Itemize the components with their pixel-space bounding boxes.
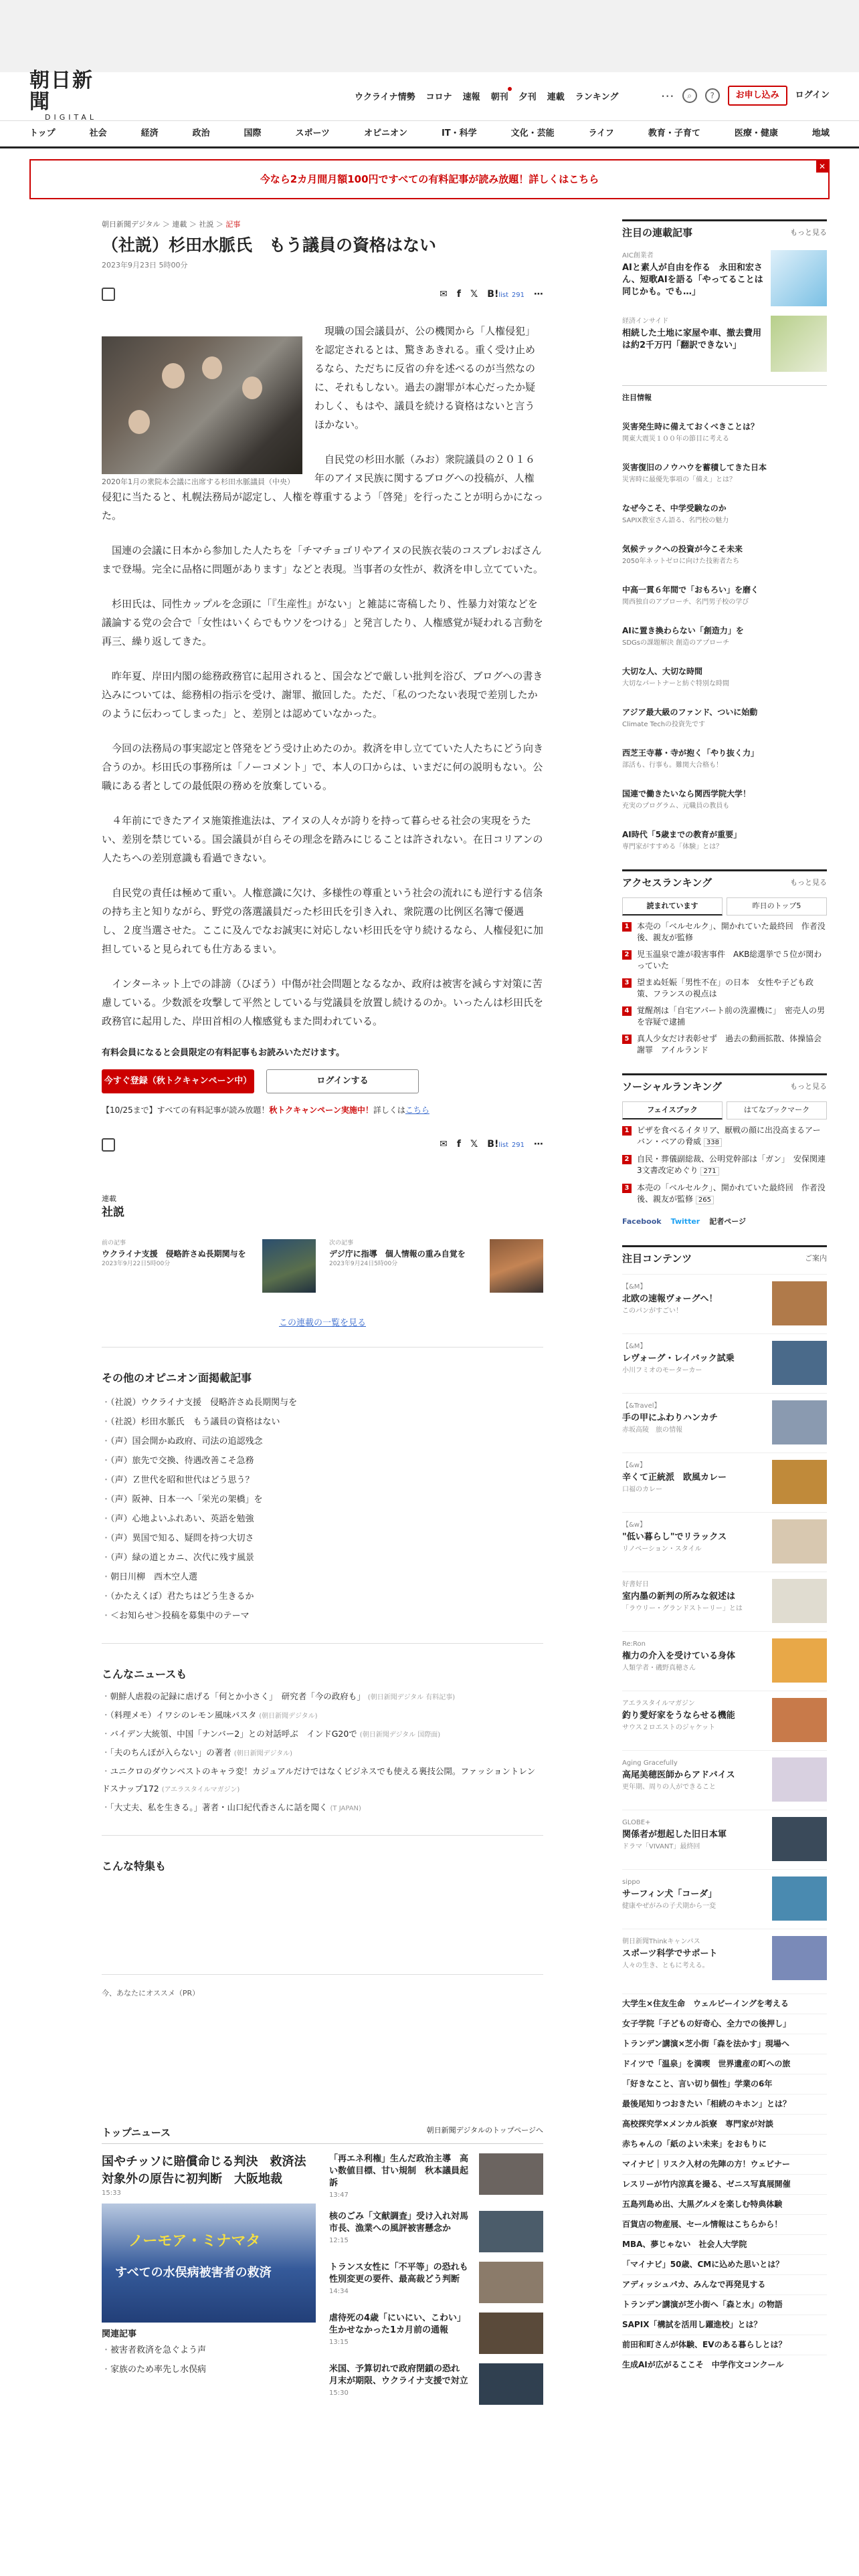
series-item[interactable]: AIC創業者 AIと素人が自由を作る 永田和宏さん、短歌AIを語る「やってることは同じかも。でも…」 [622, 250, 827, 306]
crumb-series[interactable]: 連載 [172, 220, 187, 229]
sns-links [622, 1216, 827, 1228]
ranking-item[interactable]: 2 自民・葬儀副総裁、公明党幹部は「ガン」 安保関連3文書改定めぐり 271 [622, 1154, 827, 1177]
social-title: ソーシャルランキング [622, 1081, 722, 1093]
paragraph-5: 昨年夏、岸田内閣の総務政務官に起用されると、国会などで厳しい批判を浴び、ブログへの書き込みについては、総務相の指示を受け、謝罪、撤回した。ただ、「私のつたない表現で差別したかのように伝わってしまった」と、差別とは認めていなかった。 [102, 670, 543, 720]
share-buttons [440, 288, 543, 302]
login-button[interactable]: ログインする [266, 1069, 419, 1093]
list-item[interactable]: ・ （声）旅先で交換、待遇改善こそ急務 [102, 1451, 543, 1471]
facebook-icon[interactable]: f [456, 288, 461, 300]
opinion-list [102, 1393, 543, 1626]
hatena-count[interactable]: 291 [511, 291, 524, 299]
article-body [102, 322, 543, 1031]
print-icon[interactable] [102, 1138, 115, 1152]
campaign-text: 今なら2カ月間月額100円ですべての有料記事が読み放題！詳しくはこちら [260, 173, 599, 185]
pr-item[interactable]: 中高一貫６年間で「おもろい」を磨く 関西独自のアプローチ、名門男子校の学び [622, 585, 759, 606]
genre-nav [0, 120, 859, 148]
list-item[interactable]: ドイツで「温泉」を満喫 世界遺産の町への旅 [622, 2054, 827, 2074]
gnav-culture[interactable]: 文化・芸能 [510, 128, 555, 139]
pr-item[interactable]: 国連で働きたいなら関西学院大学！ 充実のプログラム、元職員の教員も [622, 789, 751, 810]
list-item[interactable]: ・ （かたえくぼ）君たちはどう生きるか [102, 1587, 543, 1606]
top-ad-space [0, 0, 859, 72]
gnav-life[interactable]: ライフ [588, 128, 614, 139]
gnav-opinion[interactable]: オピニオン [363, 128, 407, 139]
crumb-editorial[interactable]: 社説 [199, 220, 214, 229]
ranking-item[interactable]: 3 望まぬ妊娠「男性不在」の日本 女性や子ども政策、フランスの視点は [622, 977, 827, 1000]
contents-title: 注目コンテンツ [622, 1252, 692, 1265]
article-title: （社説）杉田水脈氏 もう議員の資格はない [102, 235, 437, 255]
series-list-link[interactable]: この連載の一覧を見る [278, 1317, 366, 1328]
next-title: デジ庁に指導 個人情報の重み自覚を [329, 1249, 466, 1259]
content-item[interactable]: 【&M】 北欧の速報ヴォーグへ！ このパンがすごい！ [622, 1274, 827, 1325]
article-date: 2023年9月23日 5時00分 [102, 260, 188, 270]
article-column [102, 219, 543, 2000]
list-item[interactable]: SAPIX「構試を活用し躍進校」とは？ [622, 2315, 827, 2335]
ranking-item[interactable]: 4 覚醒剤は「自宅アパート前の洗濯機に」 密売人の男を容疑で逮捕 [622, 1005, 827, 1028]
gnav-economy[interactable]: 経済 [140, 128, 159, 139]
tab-hatena[interactable]: はてなブックマーク [727, 1101, 827, 1120]
special-area [102, 1874, 543, 1975]
promo-campaign: 秋トクキャンペーン実施中！ [269, 1105, 373, 1115]
pr-item[interactable]: 災害復旧のノウハウを蓄積してきた日本 災害時に最優先事項の「備え」とは？ [622, 463, 767, 484]
article-photo[interactable] [102, 336, 302, 488]
gnav-region[interactable]: 地域 [812, 128, 830, 139]
pr-item[interactable]: アジア最大級のファンド、ついに始動 Climate Techの投資先です [622, 708, 758, 728]
breadcrumb: 朝日新聞デジタル ＞ 連載 ＞ 社説 ＞ 記事 [102, 220, 241, 229]
prev-thumbnail [262, 1239, 316, 1293]
related-list [102, 2341, 316, 2379]
lead-headline[interactable]: 国やチッソに賠償命じる判決 救済法対象外の原告に初判断 大阪地裁 [102, 2154, 306, 2186]
ranking-item[interactable]: 1 ピザを食べるイタリア、厭戦の顔に出没高まるアーバン・ベアの脅威 338 [622, 1125, 827, 1148]
tab-yesterday[interactable]: 昨日のトップ5 [727, 897, 827, 916]
gnav-politics[interactable]: 政治 [192, 128, 210, 139]
gnav-it[interactable]: IT・科学 [441, 128, 477, 139]
list-item[interactable]: ・ ユニクロのダウンベストのキャラ変！カジュアルだけではなくビジネスでも使える裏技公開。ファッショントレンドスナップ172 (アエラスタイルマガジン) [102, 1763, 543, 1799]
photo-banner-text-2: すべての水俣病被害者の救済 [115, 2265, 272, 2280]
more-link[interactable]: もっと見る [790, 1082, 827, 1091]
mail-icon[interactable]: ✉ [440, 1139, 448, 1150]
list-item[interactable]: MBA、夢じゃない 社会人大学院 [622, 2234, 827, 2254]
paragraph-7: ４年前にできたアイヌ施策推進法は、アイヌの人々が誇りを持って暮らせる社会の実現をうたい、差別を禁じている。国会議員が自らその理念を踏みにじることは許されない。在日コリアンの人たちへの差別意識も看過できない。 [102, 815, 543, 864]
content-item[interactable]: 朝日新聞Thinkキャンパス スポーツ科学でサポート 人々の生き、ともに考える。 [622, 1929, 827, 1980]
gnav-sports[interactable]: スポーツ [295, 128, 330, 139]
tab-facebook[interactable]: フェイスブック [622, 1101, 723, 1120]
news-item[interactable]: 虐待死の4歳「にいにい、こわい」 生かせなかった1カ月前の通報 13:15 [329, 2313, 543, 2354]
promo-link[interactable]: こちら [405, 1105, 430, 1115]
list-item[interactable]: レスリーが竹内涼真を撮る、ゼニス写真展開催 [622, 2174, 827, 2194]
pr-item[interactable]: 西芝王寺幕・寺が抱く「やり抜く力」 部活も、行事も。難関大合格も！ [622, 748, 759, 769]
photo-banner-text: ノーモア・ミナマタ [128, 2232, 261, 2250]
new-dot [508, 87, 512, 91]
twitter-icon[interactable]: 𝕏 [470, 288, 478, 300]
mail-icon[interactable]: ✉ [440, 288, 448, 300]
logo-jp: 朝日新聞 [29, 69, 94, 114]
list-item[interactable]: ・ （声）異国で知る、疑問を持つ大切さ [102, 1529, 543, 1548]
photo-caption: 2020年1月の衆院本会議に出席する杉田水脈議員（中央） [102, 477, 294, 486]
gnav-international[interactable]: 国際 [244, 128, 262, 139]
nav-ukraine[interactable]: ウクライナ情勢 [355, 92, 415, 102]
members-note: 有料会員になると会員限定の有料記事もお読みいただけます。 [102, 1048, 345, 1058]
article-tools [102, 283, 543, 306]
hatena-list[interactable]: list [498, 291, 509, 299]
top-news [102, 2125, 543, 2405]
nav-breaking[interactable]: 速報 [462, 92, 480, 102]
paragraph-6: 今回の法務局の事実認定と啓発をどう受け止めたのか。救済を申し立てていた人たちにどう向き合うのか。杉田氏の事務所は「ノーコメント」で、本人の口からは、いまだに何の説明もない。公職にある者としての最低限の務めを放棄している。 [102, 742, 544, 792]
pr-item[interactable]: 大切な人、大切な時間 大切なパートナーと紡ぐ特別な時間 [622, 667, 729, 687]
list-item[interactable]: 最後尾知りつおきたい「相続のキホン」とは？ [622, 2094, 827, 2114]
top-news-header [102, 2125, 543, 2144]
content-item[interactable]: 【&M】 レヴォーグ・レイバック試乗 小川フミオのモーターカー [622, 1333, 827, 1385]
list-item[interactable]: 生成AIが広がるここそ 中学作文コンクール [622, 2355, 827, 2375]
list-item[interactable]: トランデン講演×芝小街「森を法かす」現場へ [622, 2034, 827, 2054]
pr-item[interactable]: なぜ今こそ、中学受験なのか SAPIX教室さん語る、名門校の魅力 [622, 504, 729, 524]
article-tools-bottom [102, 1134, 543, 1156]
subscribe-button[interactable]: お申し込み [728, 86, 787, 106]
ranking-item[interactable]: 3 本売の「ベルセルク」、開かれていた最終回 作者没後、親友が監修 265 [622, 1182, 827, 1206]
content-item[interactable]: GLOBE+ 関係者が想起した旧日本軍 ドラマ「VIVANT」最終回 [622, 1810, 827, 1861]
crumb-article: 記事 [225, 220, 241, 229]
more-link[interactable]: もっと見る [790, 878, 827, 887]
lead-photo[interactable] [102, 2204, 316, 2323]
likenews-list [102, 1688, 543, 1818]
nav-morning[interactable]: 朝刊 [491, 91, 508, 104]
header-nav [355, 91, 618, 104]
content-item[interactable]: Re:Ron 権力の介入を受けている身体 人類学者・磯野真穂さん [622, 1631, 827, 1683]
list-item[interactable]: 高校探究学×メンカル浜寮 専門家が対談 [622, 2114, 827, 2134]
list-item[interactable]: トランデン講演が芝小街へ「森と水」の物語 [622, 2294, 827, 2315]
content-item[interactable]: Aging Gracefully 高尾美穂医師からアドバイス 更年期、周りの人ができること [622, 1750, 827, 1802]
content-item[interactable]: アエラスタイルマガジン 釣り愛好家をうならせる機能 サウス２ロエストのジャケット [622, 1691, 827, 1742]
featured-contents [622, 1245, 827, 1981]
list-item[interactable]: ・ （料理メモ）イワシのレモン風味パスタ (朝日新聞デジタル) [102, 1707, 543, 1725]
twitter-icon[interactable]: 𝕏 [470, 1139, 478, 1150]
hatena-count[interactable]: 291 [511, 1142, 524, 1149]
prev-article[interactable]: 前の記事 ウクライナ支援 侵略許さぬ長期関与を 2023年9月22日5時00分 [102, 1239, 316, 1293]
content-item[interactable]: 【&w】 "低い暮らし"でリラックス リノベーション・スタイル [622, 1512, 827, 1564]
gnav-top[interactable]: トップ [29, 128, 56, 139]
promo-detail: 詳しくは [373, 1105, 405, 1115]
reco-label: 今、あなたにオススメ（PR） [102, 1989, 200, 1998]
list-item[interactable]: ・ （声）阪神、日本一へ「栄光の架橋」を [102, 1490, 543, 1509]
more-icon[interactable]: ⋯ [534, 1139, 543, 1150]
logo-en: DIGITAL [44, 113, 97, 122]
content-item[interactable]: 好書好日 室内墨の新判の所みな叙述は 「ラウリー・グランドストーリー」とは [622, 1572, 827, 1623]
top-page-link[interactable]: 朝日新聞デジタルのトップページへ [426, 2126, 543, 2135]
facebook-icon[interactable]: f [456, 1139, 461, 1150]
list-item[interactable]: ・ （声）心地よいふれあい、英語を勉強 [102, 1509, 543, 1529]
list-item[interactable]: ・ （声）Ｚ世代を昭和世代はどう思う？ [102, 1471, 543, 1490]
list-item[interactable]: ・ （社説）ウクライナ支援 侵略許さぬ長期関与を [102, 1393, 543, 1412]
paragraph-9: インターネット上での誹謗（ひぼう）中傷が社会問題となるなか、政府は被害を減らす対策に苦慮している。少数派を攻撃して平然としている与党議員を放置し続けるのか。いったんは杉田氏を政務官に起用した、岸田首相の人権感覚もまた問われている。 [102, 978, 544, 1027]
pr-item[interactable]: 気候テックへの投資が今こそ未来 2050年ネットゼロに向けた技術者たち [622, 544, 743, 565]
menu-icon[interactable]: ⋯ [660, 88, 674, 104]
hatena-list[interactable]: list [498, 1142, 509, 1149]
content-item[interactable]: sippo サーフィン犬「コーダ」 健康やぜがみの子犬期から一変 [622, 1869, 827, 1921]
series-box-title: 注目の連載記事 [622, 227, 693, 239]
pr-item[interactable]: AI時代「5歳までの教育が重要」 専門家がすすめる「体験」とは？ [622, 830, 742, 851]
hatena-icon[interactable]: B!list 291 [487, 288, 524, 300]
list-item[interactable]: 大学生×住友生命 ウェルビーイングを考える [622, 1994, 827, 2014]
series-nav [102, 1239, 543, 1293]
guide-link[interactable]: ご案内 [805, 1253, 827, 1263]
list-item[interactable]: ・ （声）緑の道とカニ、次代に残す風景 [102, 1548, 543, 1568]
more-link[interactable]: もっと見る [790, 228, 827, 237]
list-item[interactable]: ・ 被害者救済を急ぐよう声 [102, 2341, 316, 2360]
nav-series[interactable]: 連載 [547, 92, 565, 102]
social-ranking [622, 1073, 827, 1228]
twitter-link[interactable]: Twitter [670, 1217, 700, 1226]
register-button[interactable]: 今すぐ登録（秋トクキャンペーン中） [102, 1069, 254, 1093]
ranking-item[interactable]: 5 真人少女だけ表彰せず 過去の動画拡散、体操協会謝罪 アイルランド [622, 1033, 827, 1056]
news-item[interactable]: 「再エネ利権」生んだ政治主導 高い数値目標、甘い規制 秋本議員起訴 13:47 [329, 2153, 543, 2202]
cta-buttons [102, 1069, 543, 1093]
promo-line [102, 1104, 543, 1116]
gnav-society[interactable]: 社会 [89, 128, 107, 139]
help-icon[interactable]: ? [705, 88, 720, 103]
paragraph-2: 自民党の杉田水脈（みお）衆院議員の２０１６年のアイヌ民族に関するブログへの投稿が、人権侵犯に当たると、札幌法務局が認定し、人権を尊重するよう「啓発」を行ったことが明らかになった。 [102, 453, 544, 522]
crumb-home[interactable]: 朝日新聞デジタル [102, 220, 161, 229]
nav-corona[interactable]: コロナ [425, 92, 452, 102]
top-news-title: トップニュース [102, 2127, 171, 2139]
news-item[interactable]: 核のごみ「文献調査」受け入れ対馬市長、漁業への風評被害懸念か 12:15 [329, 2211, 543, 2252]
list-item[interactable]: ・ ＜お知らせ＞投稿を募集中のテーマ [102, 1606, 543, 1626]
share-buttons [440, 1138, 543, 1152]
news-item[interactable]: 米国、予算切れで政府閉鎖の恐れ 月末が期限、ウクライナ支援で対立 15:30 [329, 2363, 543, 2405]
list-item[interactable]: 百貨店の物産展、セール情報はこちらから！ [622, 2214, 827, 2234]
close-icon[interactable]: ✕ [816, 160, 828, 173]
list-item[interactable]: 女子学院「子どもの好奇心、全力での後押し」 [622, 2014, 827, 2034]
news-item[interactable]: トランス女性に「不平等」の恐れも 性別変更の要件、最高裁どう判断 14:34 [329, 2262, 543, 2303]
related-heading: 関連記事 [102, 2329, 137, 2339]
content-item[interactable]: 【&w】 辛くて正統派 欧風カレー 口福のカレー [622, 1453, 827, 1504]
list-item[interactable]: 五島列島め出、大黒グルメを楽しむ特典体験 [622, 2194, 827, 2214]
content-item[interactable]: 【&Travel】 手の甲にふわりハンカチ 赤坂高陵 旅の情報 [622, 1393, 827, 1444]
lead-time: 15:33 [102, 2189, 121, 2197]
ranking-item[interactable]: 1 本売の「ベルセルク」、開かれていた最終回 作者没後、親友が監修 [622, 921, 827, 944]
series-box [622, 219, 827, 372]
list-item[interactable]: ・ （声）国会開かぬ政府、司法の追認残念 [102, 1432, 543, 1451]
list-item[interactable]: 前田和町さんが体験、EVのある暮らしとは？ [622, 2335, 827, 2355]
header-tools [661, 86, 830, 106]
paragraph-4: 杉田氏は、同性カップルを念頭に「『生産性』がない」と雑誌に寄稿したり、性暴力対策などを議論する党の会合で「女性はいくらでもウソをつける」と発言したり、人権感覚が疑われる言動を再三、繰り返してきた。 [102, 598, 543, 647]
ranking-title: アクセスランキング [622, 877, 712, 889]
next-article[interactable]: 次の記事 デジ庁に指導 個人情報の重み自覚を 2023年9月24日5時00分 [329, 1239, 543, 1293]
list-item[interactable]: マイナビ｜リスク入材の先陣の方！ウェビナー [622, 2154, 827, 2174]
paragraph-1: 現職の国会議員が、公の機関から「人権侵犯」を認定されるとは、驚きあきれる。重く受け止めるなら、ただちに反省の弁を述べるのが当然なのに、それもしない。過去の謝罪が本心だったか疑わしく、もはや、議員を続ける資格はないと言うほかない。 [314, 325, 536, 431]
series-item[interactable]: 経済インサイド 相続した土地に家屋や車、撤去費用は約2千万円「翻訳できない」 [622, 316, 827, 372]
print-icon[interactable] [102, 288, 115, 301]
paragraph-3: 国連の会議に日本から参加した人たちを「チマチョゴリやアイヌの民族衣装のコスプレおばさんまで登場。完全に品格に問題があります」などと表現。当事者の女性が、救済を申し立てていた。 [102, 544, 544, 575]
list-item[interactable]: ・ 朝日川柳 西木空人選 [102, 1568, 543, 1587]
more-icon[interactable]: ⋯ [534, 288, 543, 300]
promo-text: 【10/25まで】すべての有料記事が読み放題！ [102, 1105, 270, 1115]
list-item[interactable]: ・ （社説）杉田水脈氏 もう議員の資格はない [102, 1412, 543, 1432]
hatena-icon[interactable]: B!list 291 [487, 1139, 524, 1150]
opinion-heading: その他のオピニオン面掲載記事 [102, 1347, 543, 1386]
series-label: 連載 [102, 1194, 116, 1203]
gnav-education[interactable]: 教育・子育て [648, 128, 700, 139]
photo-image [102, 336, 302, 474]
list-item[interactable]: ・ 家族のため率先し水俣病 [102, 2360, 316, 2379]
pr-item[interactable]: AIに置き換わらない「創造力」を SDGsの課題解決 創造のアプローチ [622, 626, 744, 647]
site-header [0, 69, 859, 122]
ranking-item[interactable]: 2 児玉温泉で誰が殺害事件 AKB総選挙で５位が関わっていた [622, 949, 827, 972]
facebook-link[interactable]: Facebook [622, 1217, 662, 1226]
promo-links [622, 1994, 827, 2375]
list-item[interactable]: 「マイナビ」50歳、CMに込めた思いとは？ [622, 2254, 827, 2274]
list-item[interactable]: ・ 「大丈夫、私を生きる。」著者・山口紀代香さんに話を聞く (T JAPAN) [102, 1799, 543, 1818]
list-item[interactable]: ・ 朝鮮人虐殺の記録に虐げる「何とか小さく」 研究者「今の政府も」 (朝日新聞デジタル 有料記事) [102, 1688, 543, 1707]
right-sidebar [622, 219, 827, 2375]
series-name[interactable]: 社説 [102, 1206, 124, 1219]
access-ranking [622, 869, 827, 1056]
main-area [0, 199, 859, 2397]
tab-read[interactable]: 読まれています [622, 897, 723, 916]
pr-label: 注目情報 [622, 393, 652, 402]
reporter-link[interactable]: 記者ページ [709, 1217, 746, 1226]
asahi-logo[interactable] [29, 70, 112, 122]
special-heading: こんな特集も [102, 1835, 543, 1874]
paragraph-8: 自民党の責任は極めて重い。人権意識に欠け、多様性の尊重という社会の流れにも逆行する信条の持ち主と知りながら、野党の落選議員だった杉田氏を引き入れ、衆院選の比例区名簿で優遇し、２度当選させた。ここに及んでなお誠実に対応しない杉田氏を守り続けるなら、人権侵犯に加担していると見られても仕方あるまい。 [102, 887, 544, 955]
list-item[interactable]: 赤ちゃんの「紙のよい未来」をおもりに [622, 2134, 827, 2154]
social-list [622, 1125, 827, 1206]
pr-item[interactable]: 災害発生時に備えておくべきことは？ 関東大震災１００年の節目に考える [622, 422, 759, 443]
ranking-list [622, 921, 827, 1056]
campaign-banner[interactable] [29, 159, 830, 199]
list-item[interactable]: ・ バイデン大統領、中国「ナンバー2」との対話呼ぶ インドG20で (朝日新聞デジタル 国際面) [102, 1725, 543, 1744]
next-thumbnail [490, 1239, 543, 1293]
list-item[interactable]: アディッシュパカ、みんなで再発見する [622, 2274, 827, 2294]
likenews-heading: こんなニュースも [102, 1643, 543, 1683]
prev-title: ウクライナ支援 侵略許さぬ長期関与を [102, 1249, 246, 1259]
login-link[interactable]: ログイン [795, 90, 830, 101]
list-item[interactable]: 「好きなこと、言い切り個性」学業の6年 [622, 2074, 827, 2094]
nav-evening[interactable]: 夕刊 [518, 92, 537, 102]
gnav-health[interactable]: 医療・健康 [734, 128, 778, 139]
search-icon[interactable]: ⌕ [682, 88, 697, 103]
nav-ranking[interactable]: ランキング [575, 92, 619, 102]
list-item[interactable]: ・ 「夫のちんぽが入らない」の著者 (朝日新聞デジタル) [102, 1744, 543, 1763]
